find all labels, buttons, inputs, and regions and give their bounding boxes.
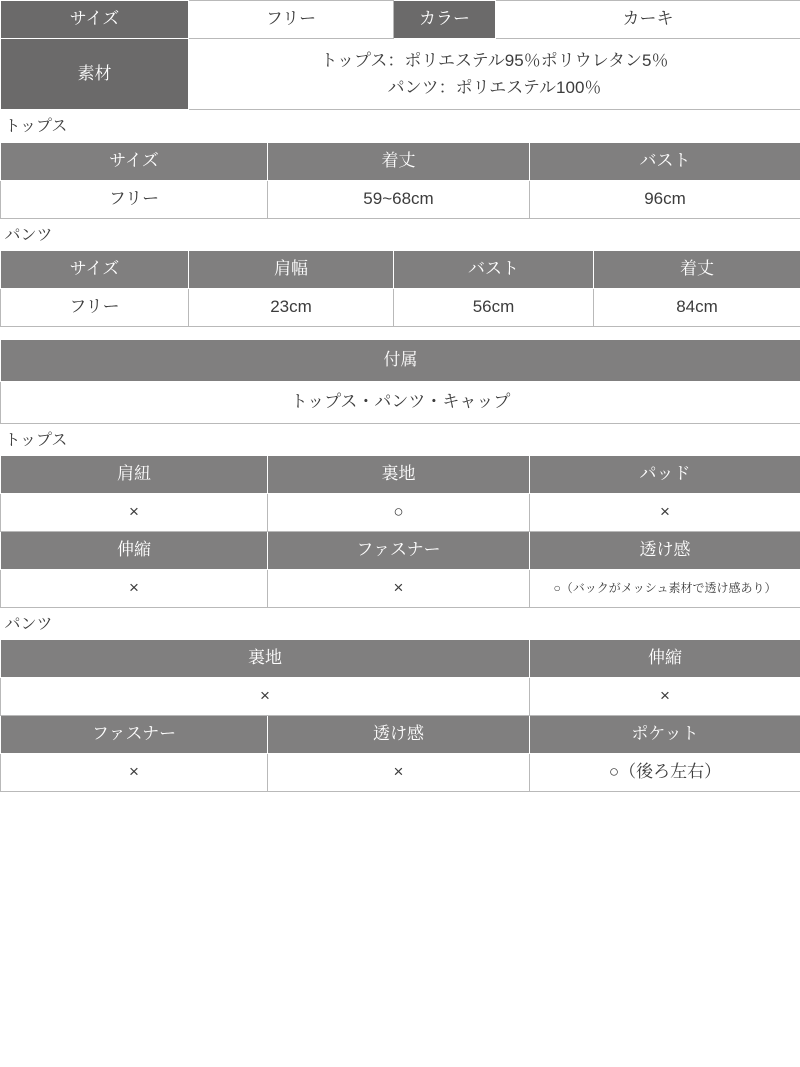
bottom-whitespace xyxy=(0,792,800,1042)
color-value: カーキ xyxy=(496,1,800,39)
table-row xyxy=(1,381,800,423)
material-line-tops: トップス：ポリエステル95％ポリウレタン5％ xyxy=(320,51,669,70)
pants-spec-section-label: パンツ xyxy=(1,608,800,640)
material-value xyxy=(189,39,800,110)
tops-spec-header-strap: 肩紐 xyxy=(1,455,268,493)
table-header-row xyxy=(1,250,800,288)
table-row xyxy=(1,1,800,39)
pants-spec-value-stretch: × xyxy=(530,678,800,716)
tops-measure-header-bust: バスト xyxy=(530,142,800,180)
table-header-row xyxy=(1,455,800,493)
section-label-row xyxy=(1,608,800,640)
pants-spec-header-pocket: ポケット xyxy=(530,716,800,754)
table-row xyxy=(1,39,800,110)
table-row xyxy=(1,569,800,607)
section-label-row xyxy=(1,110,800,142)
tops-measure-value-bust: 96cm xyxy=(530,180,800,218)
table-row xyxy=(1,288,800,326)
tops-measure-table xyxy=(0,110,800,218)
section-label-row xyxy=(1,424,800,456)
basic-info-table xyxy=(0,0,800,110)
pants-measure-value-size: フリー xyxy=(1,288,189,326)
size-label: サイズ xyxy=(1,1,189,39)
tops-measure-value-length: 59~68cm xyxy=(268,180,530,218)
tops-spec-value-stretch: × xyxy=(1,569,268,607)
tops-measure-section-label: トップス xyxy=(1,110,800,142)
pants-measure-value-bust: 56cm xyxy=(394,288,594,326)
table-header-row xyxy=(1,339,800,381)
table-row xyxy=(1,678,800,716)
pants-spec-header-lining: 裏地 xyxy=(1,640,530,678)
pants-measure-section-label: パンツ xyxy=(1,219,800,251)
color-label: カラー xyxy=(394,1,496,39)
pants-spec-value-pocket: ○（後ろ左右） xyxy=(530,754,800,792)
tops-spec-header-lining: 裏地 xyxy=(268,455,530,493)
pants-spec-table xyxy=(0,608,800,792)
section-label-row xyxy=(1,219,800,251)
material-label: 素材 xyxy=(1,39,189,110)
pants-spec-header-stretch: 伸縮 xyxy=(530,640,800,678)
table-row xyxy=(1,180,800,218)
material-line-pants: パンツ：ポリエステル100％ xyxy=(387,78,602,98)
tops-spec-table xyxy=(0,424,800,608)
tops-measure-header-length: 着丈 xyxy=(268,142,530,180)
spacer-row xyxy=(1,327,800,340)
tops-measure-header-size: サイズ xyxy=(1,142,268,180)
pants-measure-header-length: 着丈 xyxy=(594,250,800,288)
pants-measure-header-bust: バスト xyxy=(394,250,594,288)
tops-spec-header-pad: パッド xyxy=(530,455,800,493)
pants-measure-table xyxy=(0,219,800,327)
table-header-row xyxy=(1,142,800,180)
tops-spec-header-stretch: 伸縮 xyxy=(1,531,268,569)
pants-measure-value-length: 84cm xyxy=(594,288,800,326)
pants-spec-value-sheerness: × xyxy=(268,754,530,792)
pants-spec-value-zipper: × xyxy=(1,754,268,792)
tops-measure-value-size: フリー xyxy=(1,180,268,218)
pants-measure-header-size: サイズ xyxy=(1,250,189,288)
pants-spec-value-lining: × xyxy=(1,678,530,716)
tops-spec-value-strap: × xyxy=(1,493,268,531)
attachment-value: トップス・パンツ・キャップ xyxy=(1,381,800,423)
table-header-row xyxy=(1,640,800,678)
attachment-header: 付属 xyxy=(1,339,800,381)
table-header-row xyxy=(1,716,800,754)
tops-spec-header-sheerness: 透け感 xyxy=(530,531,800,569)
pants-spec-header-sheerness: 透け感 xyxy=(268,716,530,754)
pants-measure-value-shoulder: 23cm xyxy=(189,288,394,326)
attachment-table xyxy=(0,327,800,424)
tops-spec-value-zipper: × xyxy=(268,569,530,607)
tops-spec-value-sheerness: ○（バックがメッシュ素材で透け感あり） xyxy=(530,569,800,607)
table-row xyxy=(1,493,800,531)
table-header-row xyxy=(1,531,800,569)
pants-spec-header-zipper: ファスナー xyxy=(1,716,268,754)
pants-measure-header-shoulder: 肩幅 xyxy=(189,250,394,288)
size-value: フリー xyxy=(189,1,394,39)
tops-spec-header-zipper: ファスナー xyxy=(268,531,530,569)
tops-spec-section-label: トップス xyxy=(1,424,800,456)
table-row xyxy=(1,754,800,792)
tops-spec-value-pad: × xyxy=(530,493,800,531)
tops-spec-value-lining: ○ xyxy=(268,493,530,531)
